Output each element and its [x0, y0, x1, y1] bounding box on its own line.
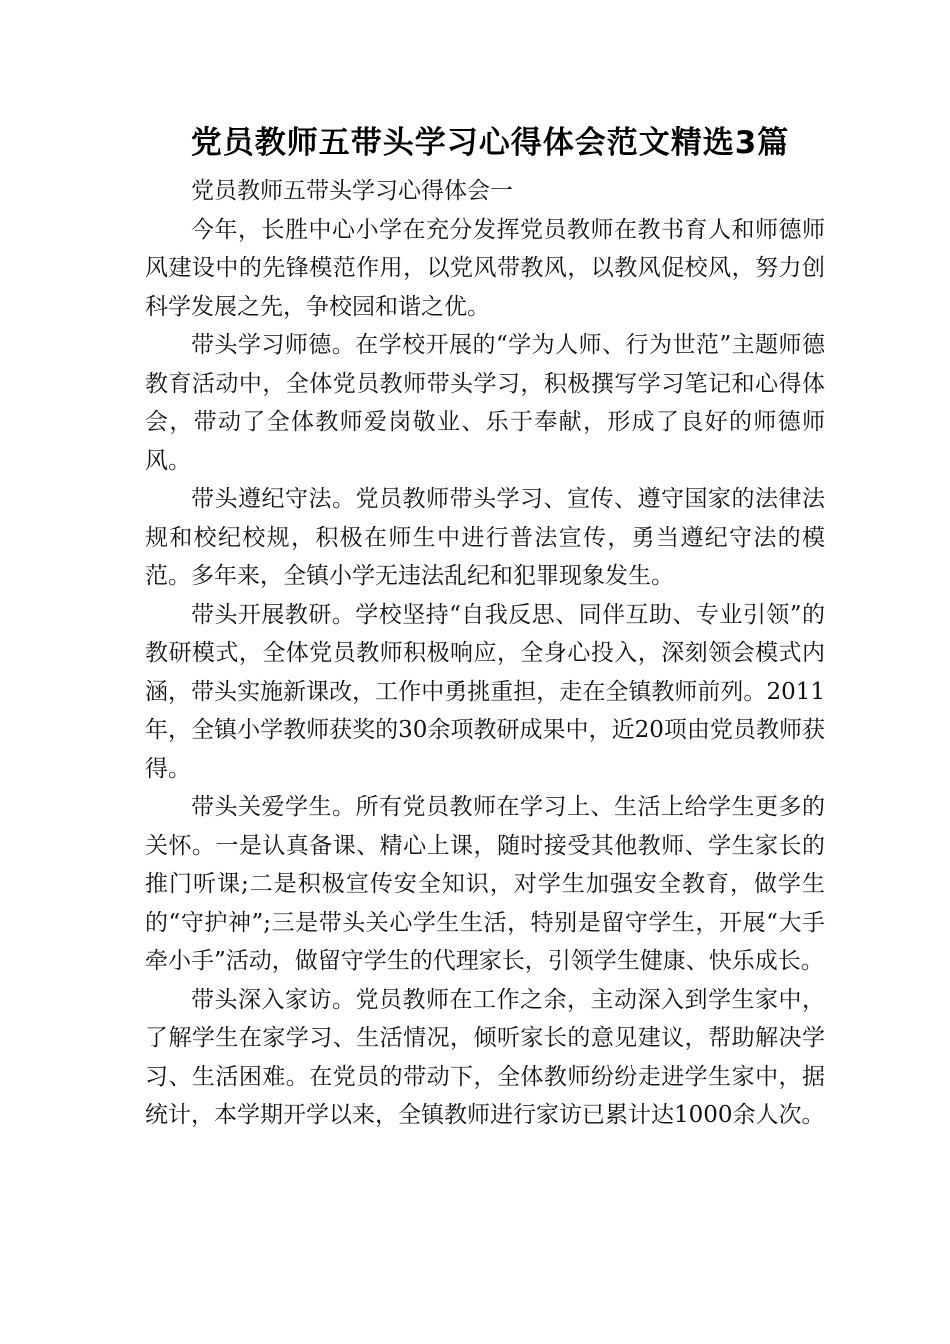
paragraph-home-visits: 带头深入家访。党员教师在工作之余，主动深入到学生家中，了解学生在家学习、生活情况，倾听家长的意见建议，帮助解决学习、生活困难。在党员的带动下，全体教师纷纷走进学生家中，据统计，本学期开学以来，全镇教师进行家访已累计达1000余人次。	[145, 986, 825, 1128]
paragraph-ethics: 带头学习师德。在学校开展的“学为人师、行为世范”主题师德教育活动中，全体党员教师带头学习，积极撰写学习笔记和心得体会，带动了全体教师爱岗敬业、乐于奉献，形成了良好的师德师风。	[145, 332, 825, 474]
section-heading: 党员教师五带头学习心得体会一	[191, 178, 513, 204]
paragraph-law: 带头遵纪守法。党员教师带头学习、宣传、遵守国家的法律法规和校纪校规，积极在师生中进行普法宣传，勇当遵纪守法的模范。多年来，全镇小学无违法乱纪和犯罪现象发生。	[145, 486, 825, 589]
document-title: 党员教师五带头学习心得体会范文精选3篇	[190, 125, 790, 161]
paragraph-students: 带头关爱学生。所有党员教师在学习上、生活上给学生更多的关怀。一是认真备课、精心上课，随时接受其他教师、学生家长的推门听课;二是积极宣传安全知识，对学生加强安全教育，做学生的“守护神”;三是带头关心学生生活，特别是留守学生，开展“大手牵小手”活动，做留守学生的代理家长，引领学生健康、快乐成长。	[145, 794, 825, 974]
paragraph-intro: 今年，长胜中心小学在充分发挥党员教师在教书育人和师德师风建设中的先锋模范作用，以党风带教风，以教风促校风，努力创科学发展之先，争校园和谐之优。	[145, 216, 825, 320]
paragraph-research: 带头开展教研。学校坚持“自我反思、同伴互助、专业引领”的教研模式，全体党员教师积极响应，全身心投入，深刻领会模式内涵，带头实施新课改，工作中勇挑重担，走在全镇教师前列。2011年，全镇小学教师获奖的30余项教研成果中，近20项由党员教师获得。	[145, 601, 825, 782]
